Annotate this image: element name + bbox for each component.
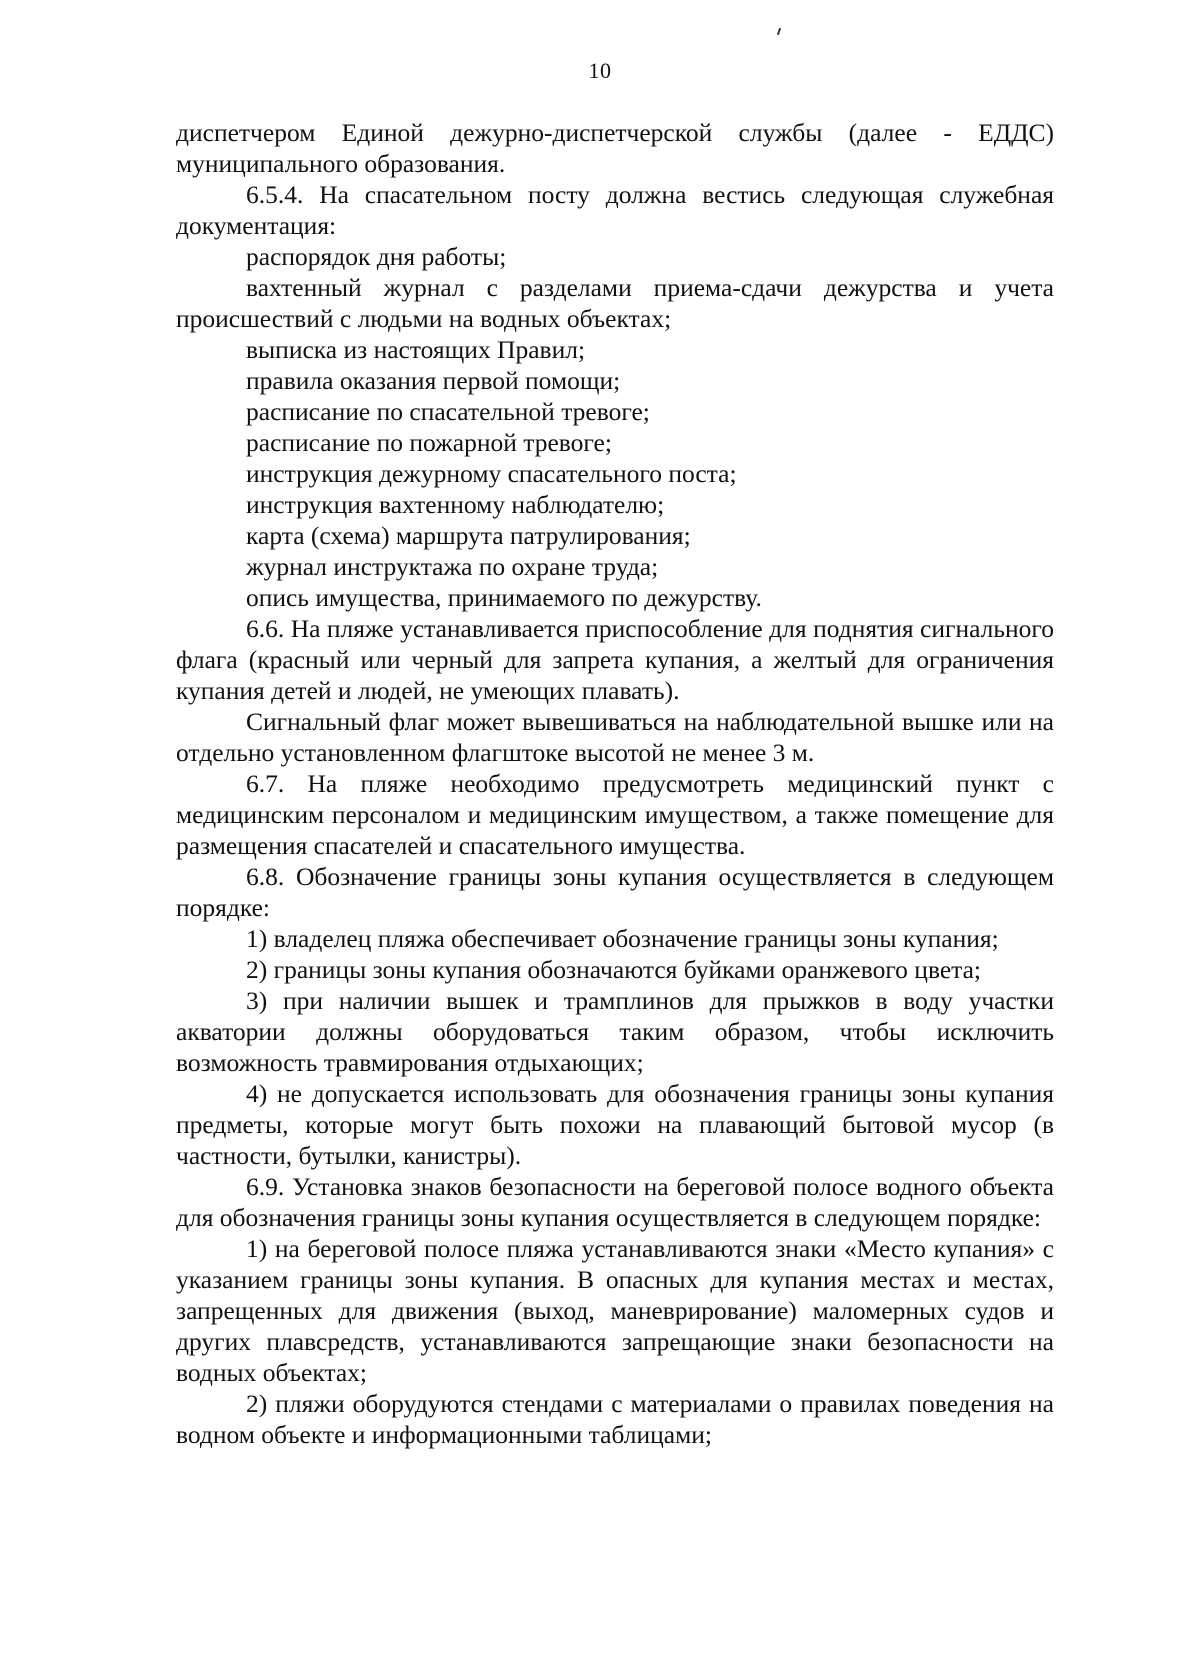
- list-item-work-schedule: распорядок дня работы;: [246, 242, 507, 271]
- paragraph-6-5-4: 6.5.4. На спасательном посту должна вестись следующая служебная документация:: [176, 180, 1054, 240]
- list-item-first-aid-rules: правила оказания первой помощи;: [246, 366, 621, 395]
- paragraph-6-6: 6.6. На пляже устанавливается приспособление для поднятия сигнального флага (красный или черный для запрета купания, а желтый для ограничения купания детей и людей, не умеющих плавать).: [176, 614, 1054, 705]
- list-item-safety-journal: журнал инструктажа по охране труда;: [246, 552, 659, 581]
- page-number: 10: [588, 58, 612, 83]
- list-item-patrol-map: карта (схема) маршрута патрулирования;: [246, 521, 691, 550]
- paragraph-6-9: 6.9. Установка знаков безопасности на береговой полосе водного объекта для обозначения границы зоны купания осуществляется в следующем порядке:: [176, 1172, 1054, 1232]
- list-item-fire-alarm: расписание по пожарной тревоге;: [246, 428, 612, 457]
- list-item-rescue-alarm: расписание по спасательной тревоге;: [246, 397, 650, 426]
- list-item-property-inventory: опись имущества, принимаемого по дежурству.: [246, 583, 762, 612]
- list-item-duty-instruction: инструкция дежурному спасательного поста;: [246, 459, 737, 488]
- document-body: [176, 117, 1054, 1450]
- paragraph-signal-flag: Сигнальный флаг может вывешиваться на наблюдательной вышке или на отдельно установленном флагштоке высотой не менее 3 м.: [176, 707, 1054, 767]
- list-item-rules-extract: выписка из настоящих Правил;: [246, 335, 586, 364]
- paragraph-6-8: 6.8. Обозначение границы зоны купания осуществляется в следующем порядке:: [176, 862, 1054, 922]
- list-item-watch-journal: вахтенный журнал с разделами приема-сдачи дежурства и учета происшествий с людьми на водных объектах;: [176, 273, 1054, 333]
- list-item-6-9-2: 2) пляжи оборудуются стендами с материалами о правилах поведения на водном объекте и информационными таблицами;: [176, 1389, 1054, 1449]
- list-item-6-8-2: 2) границы зоны купания обозначаются буйками оранжевого цвета;: [246, 955, 982, 984]
- list-item-6-8-1: 1) владелец пляжа обеспечивает обозначение границы зоны купания;: [246, 924, 999, 953]
- paragraph-edds: диспетчером Единой дежурно-диспетчерской службы (далее - ЕДДС) муниципального образования.: [176, 118, 1054, 178]
- list-item-observer-instruction: инструкция вахтенному наблюдателю;: [246, 490, 665, 519]
- list-item-6-9-1: 1) на береговой полосе пляжа устанавливаются знаки «Место купания» с указанием границы зоны купания. В опасных для купания местах и местах, запрещенных для движения (выход, маневрирование) маломерных судов и других плавсредств, устанавливаются запрещающие знаки безопасности на водных объектах;: [176, 1234, 1054, 1387]
- list-item-6-8-3: 3) при наличии вышек и трамплинов для прыжков в воду участки акватории должны оборудоваться таким образом, чтобы исключить возможность травмирования отдыхающих;: [176, 986, 1054, 1077]
- paragraph-6-7: 6.7. На пляже необходимо предусмотреть медицинский пункт с медицинским персоналом и медицинским имуществом, а также помещение для размещения спасателей и спасательного имущества.: [176, 769, 1054, 860]
- list-item-6-8-4: 4) не допускается использовать для обозначения границы зоны купания предметы, которые могут быть похожи на плавающий бытовой мусор (в частности, бутылки, канистры).: [176, 1079, 1054, 1170]
- scan-mark: [777, 28, 781, 35]
